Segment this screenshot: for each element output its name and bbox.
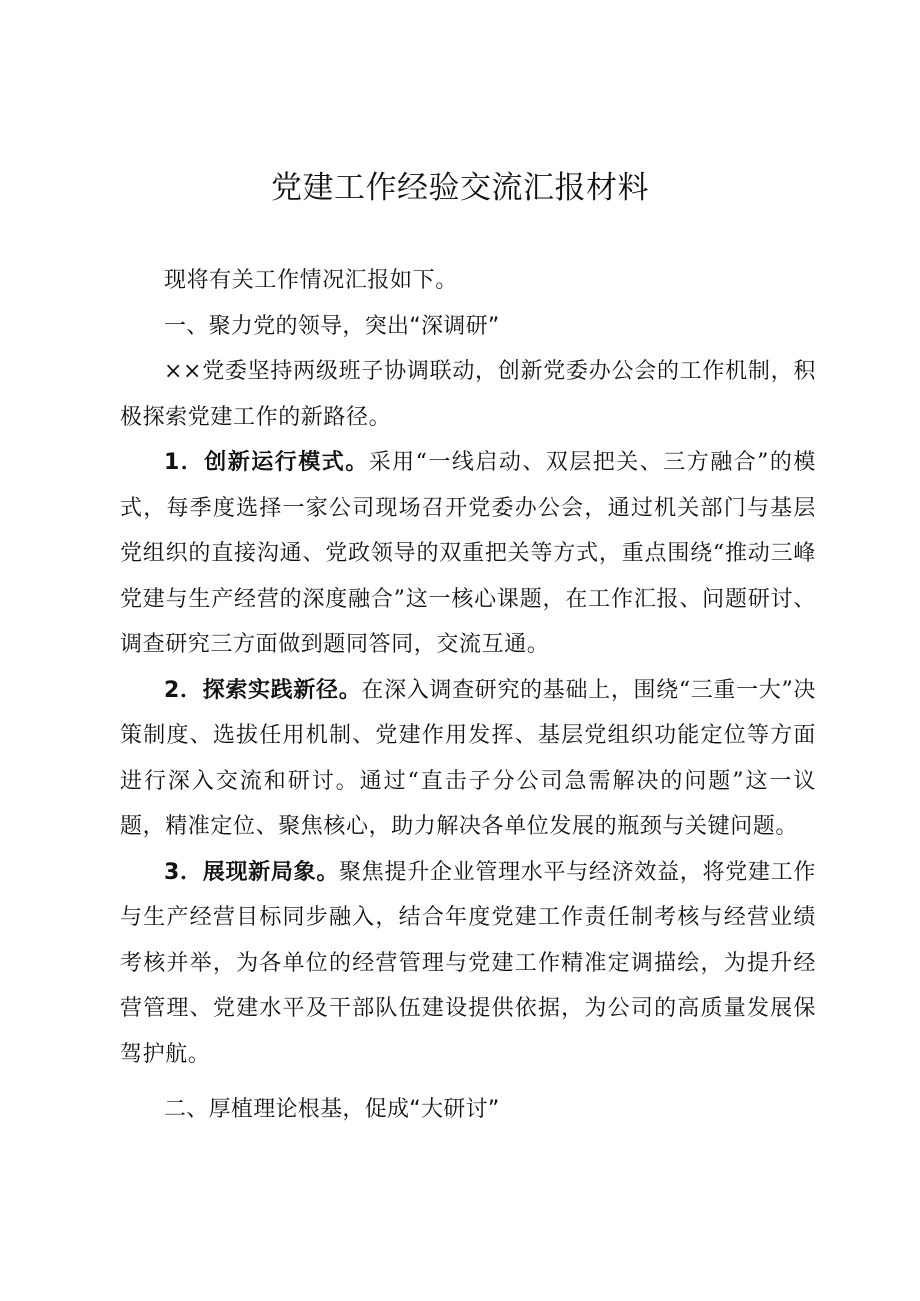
intro-paragraph: 现将有关工作情况汇报如下。 bbox=[164, 268, 458, 293]
item-2-text: 在深入调查研究的基础上，围绕“三重一大”决策制度、选拔任用机制、党建作用发挥、基层党组织功能定位等方面进行深入交流和研讨。通过“直击子分公司急需解决的问题”这一议题，精准定位、聚焦核心，助力解决各单位发展的瓶颈与关键问题。 bbox=[120, 677, 816, 839]
item-3-text: 聚焦提升企业管理水平与经济效益，将党建工作与生产经营目标同步融入，结合年度党建工作责任制考核与经营业绩考核并举，为各单位的经营管理与党建工作精准定调描绘，为提升经营管理、党建水平及干部队伍建设提供依据，为公司的高质量发展保驾护航。 bbox=[120, 859, 816, 1067]
item-3-lead: 3．展现新局象。 bbox=[164, 859, 340, 885]
section-1-item-3 bbox=[120, 850, 816, 1078]
section-1-item-1 bbox=[120, 440, 816, 668]
item-2-lead: 2．探索实践新径。 bbox=[164, 677, 362, 703]
document-body bbox=[120, 258, 816, 1133]
section-1-item-2 bbox=[120, 668, 816, 850]
section-2-heading: 二、厚植理论根基，促成“大研讨” bbox=[164, 1097, 500, 1122]
item-1-text: 采用“一线启动、双层把关、三方融合”的模式，每季度选择一家公司现场召开党委办公会，通过机关部门与基层党组织的直接沟通、党政领导的双重把关等方式，重点围绕“推动三峰党建与生产经营的深度融合”这一核心课题，在工作汇报、问题研讨、调查研究三方面做到题同答同，交流互通。 bbox=[120, 450, 816, 657]
section-1-summary: ××党委坚持两级班子协调联动，创新党委办公会的工作机制，积极探索党建工作的新路径。 bbox=[120, 359, 816, 430]
document-title: 党建工作经验交流汇报材料 bbox=[271, 170, 649, 206]
item-1-lead: 1．创新运行模式。 bbox=[164, 450, 369, 475]
section-1-heading: 一、聚力党的领导，突出“深调研” bbox=[164, 313, 500, 339]
